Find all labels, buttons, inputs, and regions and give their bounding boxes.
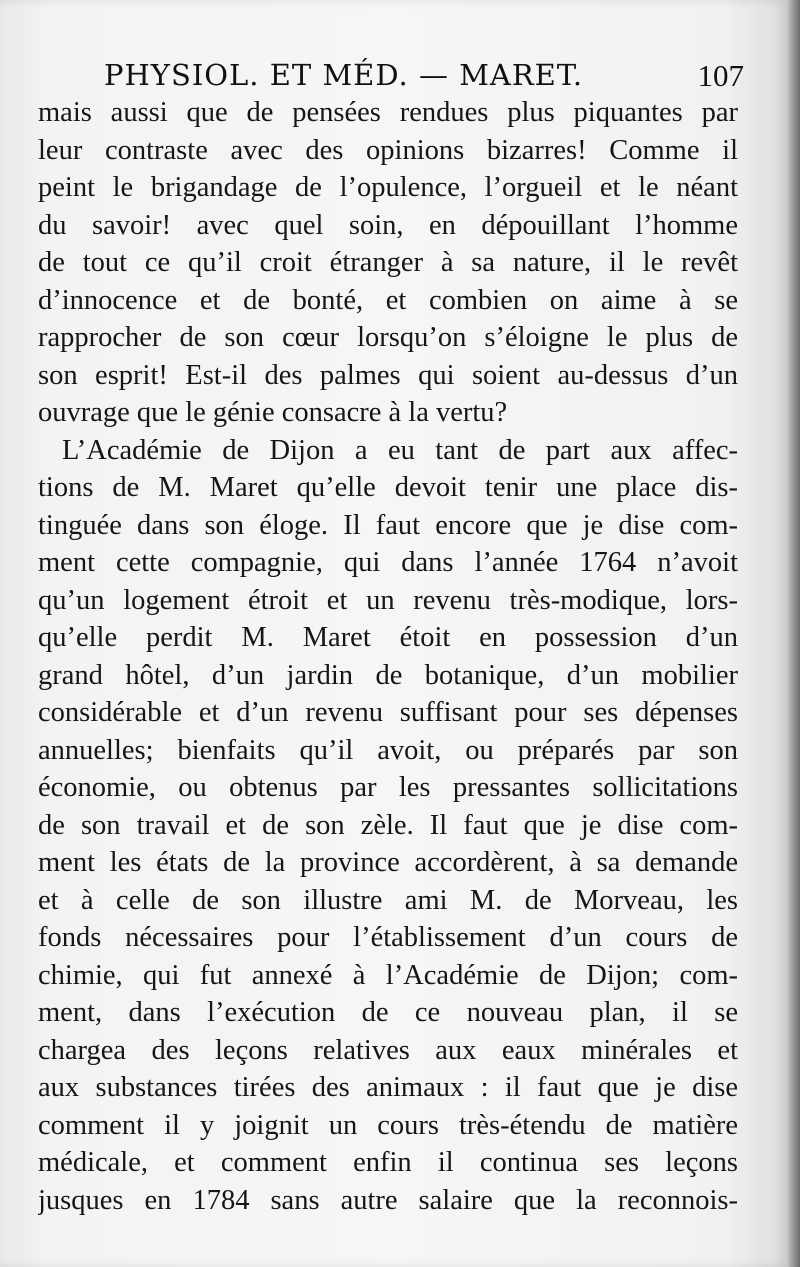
text-line: considérable et d’un revenu suffisant pour ses dépenses — [38, 697, 738, 728]
text-line: économie, ou obtenus par les pressantes sollicitations — [38, 772, 738, 803]
text-line: mais aussi que de pensées rendues plus piquantes par — [38, 97, 738, 128]
text-line: ment, dans l’exécution de ce nouveau plan, il se — [38, 997, 738, 1028]
text-line: chimie, qui fut annexé à l’Académie de Dijon; com- — [38, 959, 738, 991]
text-line: leur contraste avec des opinions bizarres! Comme il — [38, 134, 738, 166]
text-line: et à celle de son illustre ami M. de Morveau, les — [38, 884, 738, 916]
page-edge-shadow — [788, 0, 800, 1267]
text-line: grand hôtel, d’un jardin de botanique, d’un mobilier — [38, 659, 738, 691]
text-line: du savoir! avec quel soin, en dépouillant l’homme — [38, 209, 738, 241]
body-text — [38, 94, 738, 1219]
text-line: jusques en 1784 sans autre salaire que la reconnois- — [38, 1184, 738, 1216]
text-line: fonds nécessaires pour l’établissement d’un cours de — [38, 922, 738, 953]
text-line: son esprit! Est-il des palmes qui soient au-dessus d’un — [38, 359, 738, 391]
text-line: tinguée dans son éloge. Il faut encore que je dise com- — [38, 509, 738, 541]
text-line: d’innocence et de bonté, et combien on aime à se — [38, 284, 738, 316]
text-line: ouvrage que le génie consacre à la vertu? — [38, 397, 508, 428]
paragraph-start-line: L’Académie de Dijon a eu tant de part aux affec- — [62, 434, 738, 466]
text-line: de tout ce qu’il croit étranger à sa nature, il le revêt — [38, 247, 738, 278]
text-line: ment cette compagnie, qui dans l’année 1764 n’avoit — [38, 547, 738, 578]
text-line: peint le brigandage de l’opulence, l’orgueil et le néant — [38, 172, 738, 203]
text-line: aux substances tirées des animaux : il faut que je dise — [38, 1072, 738, 1103]
text-line: médicale, et comment enfin il continua ses leçons — [38, 1147, 738, 1178]
text-line: comment il y joignit un cours très-étendu de matière — [38, 1109, 738, 1141]
text-line: qu’un logement étroit et un revenu très-modique, lors- — [38, 584, 738, 616]
text-line: tions de M. Maret qu’elle devoit tenir une place dis- — [38, 472, 738, 503]
text-line: annuelles; bienfaits qu’il avoit, ou préparés par son — [38, 734, 738, 766]
text-line: ment les états de la province accordèrent, à sa demande — [38, 847, 738, 878]
page-number: 107 — [697, 58, 744, 93]
text-line: chargea des leçons relatives aux eaux minérales et — [38, 1034, 738, 1066]
text-line: qu’elle perdit M. Maret étoit en possession d’un — [38, 622, 738, 653]
text-line: de son travail et de son zèle. Il faut que je dise com- — [38, 809, 738, 841]
running-head: PHYSIOL. ET MÉD. — MARET. — [104, 58, 584, 92]
page-header — [104, 52, 744, 100]
text-line: rapprocher de son cœur lorsqu’on s’éloigne le plus de — [38, 322, 738, 353]
